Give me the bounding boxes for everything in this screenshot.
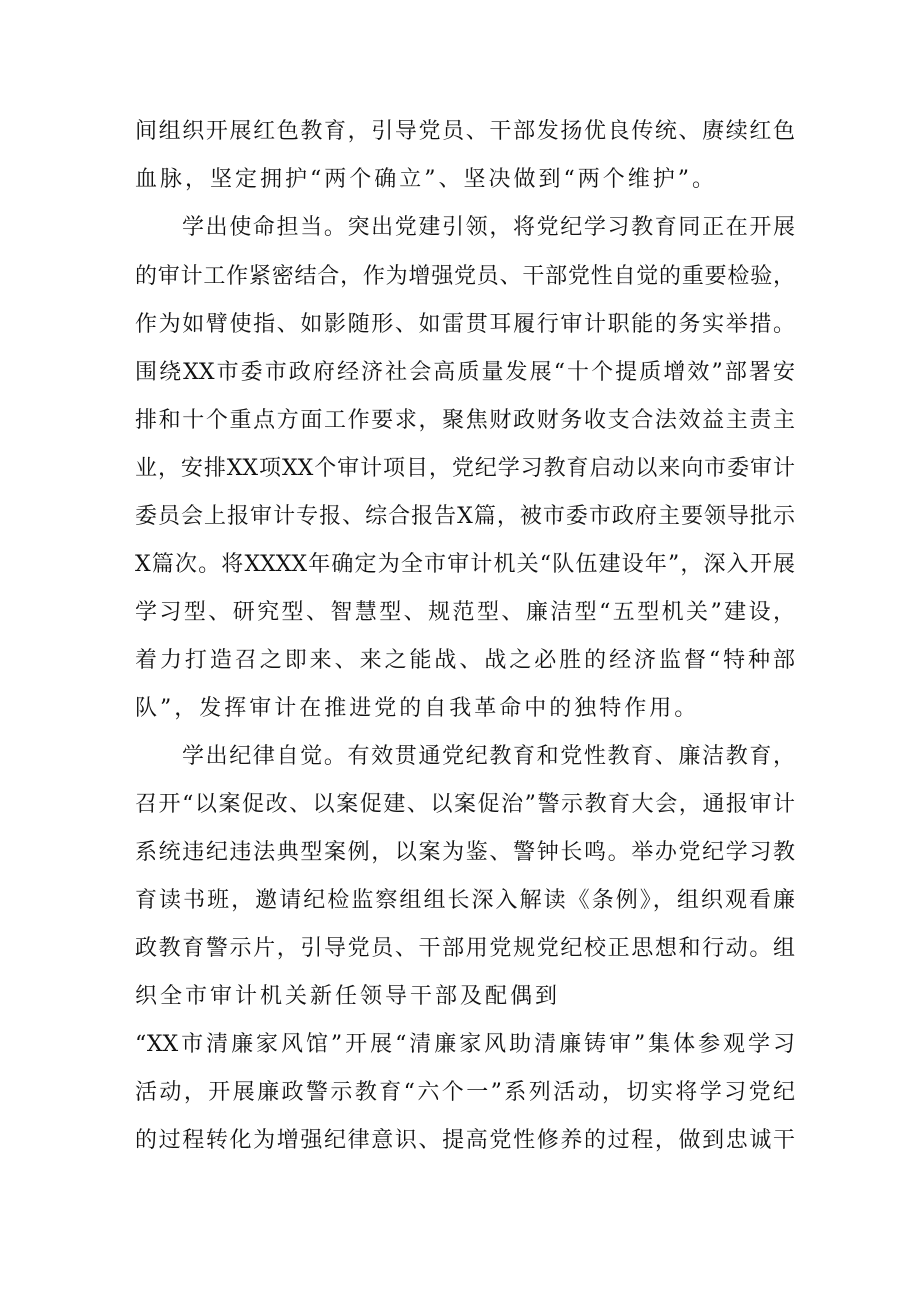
text-line: 活动，开展廉政警示教育“六个一”系列活动，切实将学习党纪 — [135, 1080, 795, 1105]
text-line: 系统违纪违法典型案例，以案为鉴、警钟长鸣。举办党纪学习教 — [135, 840, 795, 865]
text-line: 育读书班，邀请纪检监察组组长深入解读《条例》，组织观看廉 — [135, 888, 795, 913]
text-line: “XX市清廉家风馆”开展“清廉家风助清廉铸审”集体参观学习 — [135, 1032, 795, 1057]
text-line: 着力打造召之即来、来之能战、战之必胜的经济监督“特种部 — [135, 648, 795, 673]
text-line: 血脉，坚定拥护“两个确立”、坚决做到“两个维护”。 — [135, 167, 717, 192]
text-line: X篇次。将XXXX年确定为全市审计机关“队伍建设年”，深入开展 — [135, 552, 795, 577]
text-line: 间组织开展红色教育，引导党员、干部发扬优良传统、赓续红色 — [135, 119, 795, 144]
text-line: 的审计工作紧密结合，作为增强党员、干部党性自觉的重要检验， — [135, 264, 795, 289]
text-line: 的过程转化为增强纪律意识、提高党性修养的过程，做到忠诚干 — [135, 1128, 795, 1153]
text-line: 织全市审计机关新任领导干部及配偶到 — [135, 984, 561, 1009]
text-line: 政教育警示片，引导党员、干部用党规党纪校正思想和行动。组 — [135, 936, 795, 961]
text-line: 队”，发挥审计在推进党的自我革命中的独特作用。 — [135, 696, 700, 721]
text-line: 委员会上报审计专报、综合报告X篇，被市委市政府主要领导批示 — [135, 504, 795, 529]
text-line: 业，安排XX项XX个审计项目，党纪学习教育启动以来向市委审计 — [135, 456, 795, 481]
text-line: 作为如臂使指、如影随形、如雷贯耳履行审计职能的务实举措。 — [135, 312, 795, 337]
text-line: 学习型、研究型、智慧型、规范型、廉洁型“五型机关”建设， — [135, 600, 795, 625]
paragraph-heading-line: 学出使命担当。突出党建引领，将党纪学习教育同正在开展 — [182, 215, 795, 240]
text-line: 围绕XX市委市政府经济社会高质量发展“十个提质增效”部署安 — [135, 360, 795, 385]
text-line: 排和十个重点方面工作要求，聚焦财政财务收支合法效益主责主 — [135, 408, 795, 433]
text-line: 召开“以案促改、以案促建、以案促治”警示教育大会，通报审计 — [135, 792, 795, 817]
paragraph-heading-line: 学出纪律自觉。有效贯通党纪教育和党性教育、廉洁教育， — [182, 744, 795, 769]
